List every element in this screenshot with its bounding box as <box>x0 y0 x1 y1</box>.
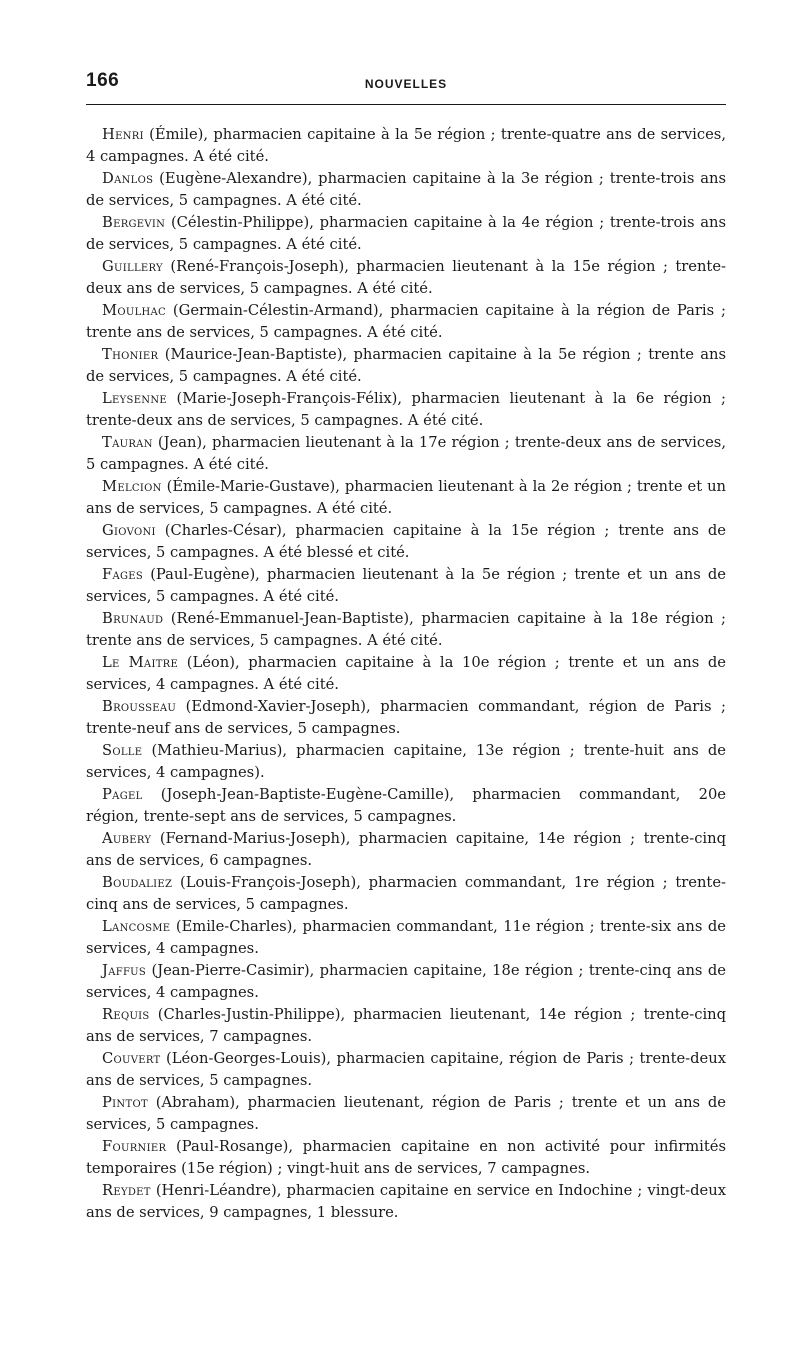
list-item <box>86 256 726 300</box>
entry-details: (Léon-Georges-Louis), pharmacien capitaine, région de Paris ; trente-deux ans de services, 5 campagnes. <box>86 1050 726 1089</box>
entry-surname: Giovoni <box>102 522 156 539</box>
list-item <box>86 1136 726 1180</box>
entry-surname: Couvert <box>102 1050 161 1067</box>
list-item <box>86 872 726 916</box>
list-item <box>86 344 726 388</box>
entry-details: (Louis-François-Joseph), pharmacien commandant, 1re région ; trente-cinq ans de services, 5 campagnes. <box>86 874 726 913</box>
page-number: 166 <box>86 70 120 91</box>
entry-details: (Charles-Justin-Philippe), pharmacien lieutenant, 14e région ; trente-cinq ans de services, 7 campagnes. <box>86 1006 726 1045</box>
list-item <box>86 608 726 652</box>
entry-details: (Jean-Pierre-Casimir), pharmacien capitaine, 18e région ; trente-cinq ans de services, 4 campagnes. <box>86 962 726 1001</box>
entry-surname: Reydet <box>102 1182 151 1199</box>
entry-surname: Danlos <box>102 170 154 187</box>
list-item <box>86 1048 726 1092</box>
entry-details: (Marie-Joseph-François-Félix), pharmacien lieutenant à la 6e région ; trente-deux ans de services, 5 campagnes. A été cité. <box>86 390 726 429</box>
entry-details: (Émile), pharmacien capitaine à la 5e région ; trente-quatre ans de services, 4 campagnes. A été cité. <box>86 126 726 165</box>
entry-details: (Léon), pharmacien capitaine à la 10e région ; trente et un ans de services, 4 campagnes. A été cité. <box>86 654 726 693</box>
entry-details: (Abraham), pharmacien lieutenant, région de Paris ; trente et un ans de services, 5 campagnes. <box>86 1094 726 1133</box>
list-item <box>86 212 726 256</box>
entry-details: (Célestin-Philippe), pharmacien capitaine à la 4e région ; trente-trois ans de services, 5 campagnes. A été cité. <box>86 214 726 253</box>
entry-details: (Paul-Rosange), pharmacien capitaine en non activité pour infirmités temporaires (15e région) ; vingt-huit ans de services, 7 campagnes. <box>86 1138 726 1177</box>
list-item <box>86 476 726 520</box>
document-page <box>86 70 726 1224</box>
header-rule <box>86 104 726 105</box>
entry-surname: Melcion <box>102 478 162 495</box>
entry-surname: Bergevin <box>102 214 166 231</box>
entry-surname: Tauran <box>102 434 153 451</box>
list-item <box>86 828 726 872</box>
entry-surname: Requis <box>102 1006 150 1023</box>
entry-surname: Pagel <box>102 786 143 803</box>
entry-list <box>86 124 726 1224</box>
entry-surname: Jaffus <box>102 962 147 979</box>
list-item <box>86 784 726 828</box>
entry-surname: Fournier <box>102 1138 167 1155</box>
entry-details: (Paul-Eugène), pharmacien lieutenant à la 5e région ; trente et un ans de services, 5 campagnes. A été cité. <box>86 566 726 605</box>
list-item <box>86 124 726 168</box>
entry-surname: Leysenne <box>102 390 168 407</box>
entry-surname: Fages <box>102 566 144 583</box>
entry-surname: Aubery <box>102 830 152 847</box>
list-item <box>86 300 726 344</box>
entry-details: (Edmond-Xavier-Joseph), pharmacien commandant, région de Paris ; trente-neuf ans de services, 5 campagnes. <box>86 698 726 737</box>
list-item <box>86 1092 726 1136</box>
entry-details: (Maurice-Jean-Baptiste), pharmacien capitaine à la 5e région ; trente ans de services, 5 campagnes. A été cité. <box>86 346 726 385</box>
page-header <box>86 70 726 98</box>
list-item <box>86 520 726 564</box>
entry-details: (Emile-Charles), pharmacien commandant, 11e région ; trente-six ans de services, 4 campagnes. <box>86 918 726 957</box>
list-item <box>86 388 726 432</box>
entry-details: (Charles-César), pharmacien capitaine à la 15e région ; trente ans de services, 5 campagnes. A été blessé et cité. <box>86 522 726 561</box>
entry-details: (Mathieu-Marius), pharmacien capitaine, 13e région ; trente-huit ans de services, 4 campagnes). <box>86 742 726 781</box>
running-title: NOUVELLES <box>364 77 448 91</box>
list-item <box>86 1004 726 1048</box>
entry-surname: Henri <box>102 126 144 143</box>
entry-details: (Jean), pharmacien lieutenant à la 17e région ; trente-deux ans de services, 5 campagnes. A été cité. <box>86 434 726 473</box>
entry-details: (Eugène-Alexandre), pharmacien capitaine à la 3e région ; trente-trois ans de services, 5 campagnes. A été cité. <box>86 170 726 209</box>
entry-surname: Pintot <box>102 1094 148 1111</box>
entry-surname: Moulhac <box>102 302 166 319</box>
entry-details: (Henri-Léandre), pharmacien capitaine en service en Indochine ; vingt-deux ans de services, 9 campagnes, 1 blessure. <box>86 1182 726 1221</box>
list-item <box>86 652 726 696</box>
entry-details: (Émile-Marie-Gustave), pharmacien lieutenant à la 2e région ; trente et un ans de services, 5 campagnes. A été cité. <box>86 478 726 517</box>
list-item <box>86 696 726 740</box>
entry-surname: Brousseau <box>102 698 177 715</box>
list-item <box>86 564 726 608</box>
entry-details: (Fernand-Marius-Joseph), pharmacien capitaine, 14e région ; trente-cinq ans de services, 6 campagnes. <box>86 830 726 869</box>
entry-surname: Le Maitre <box>102 654 179 671</box>
entry-surname: Solle <box>102 742 143 759</box>
list-item <box>86 916 726 960</box>
entry-surname: Boudaliez <box>102 874 173 891</box>
entry-details: (Joseph-Jean-Baptiste-Eugène-Camille), pharmacien commandant, 20e région, trente-sept ans de services, 5 campagnes. <box>86 786 726 825</box>
list-item <box>86 740 726 784</box>
list-item <box>86 168 726 212</box>
entry-surname: Guillery <box>102 258 163 275</box>
list-item <box>86 432 726 476</box>
list-item <box>86 960 726 1004</box>
list-item <box>86 1180 726 1224</box>
entry-surname: Lancosme <box>102 918 171 935</box>
entry-details: (Germain-Célestin-Armand), pharmacien capitaine à la région de Paris ; trente ans de services, 5 campagnes. A été cité. <box>86 302 726 341</box>
entry-surname: Thonier <box>102 346 159 363</box>
entry-details: (René-François-Joseph), pharmacien lieutenant à la 15e région ; trente-deux ans de services, 5 campagnes. A été cité. <box>86 258 726 297</box>
entry-details: (René-Emmanuel-Jean-Baptiste), pharmacien capitaine à la 18e région ; trente ans de services, 5 campagnes. A été cité. <box>86 610 726 649</box>
entry-surname: Brunaud <box>102 610 164 627</box>
